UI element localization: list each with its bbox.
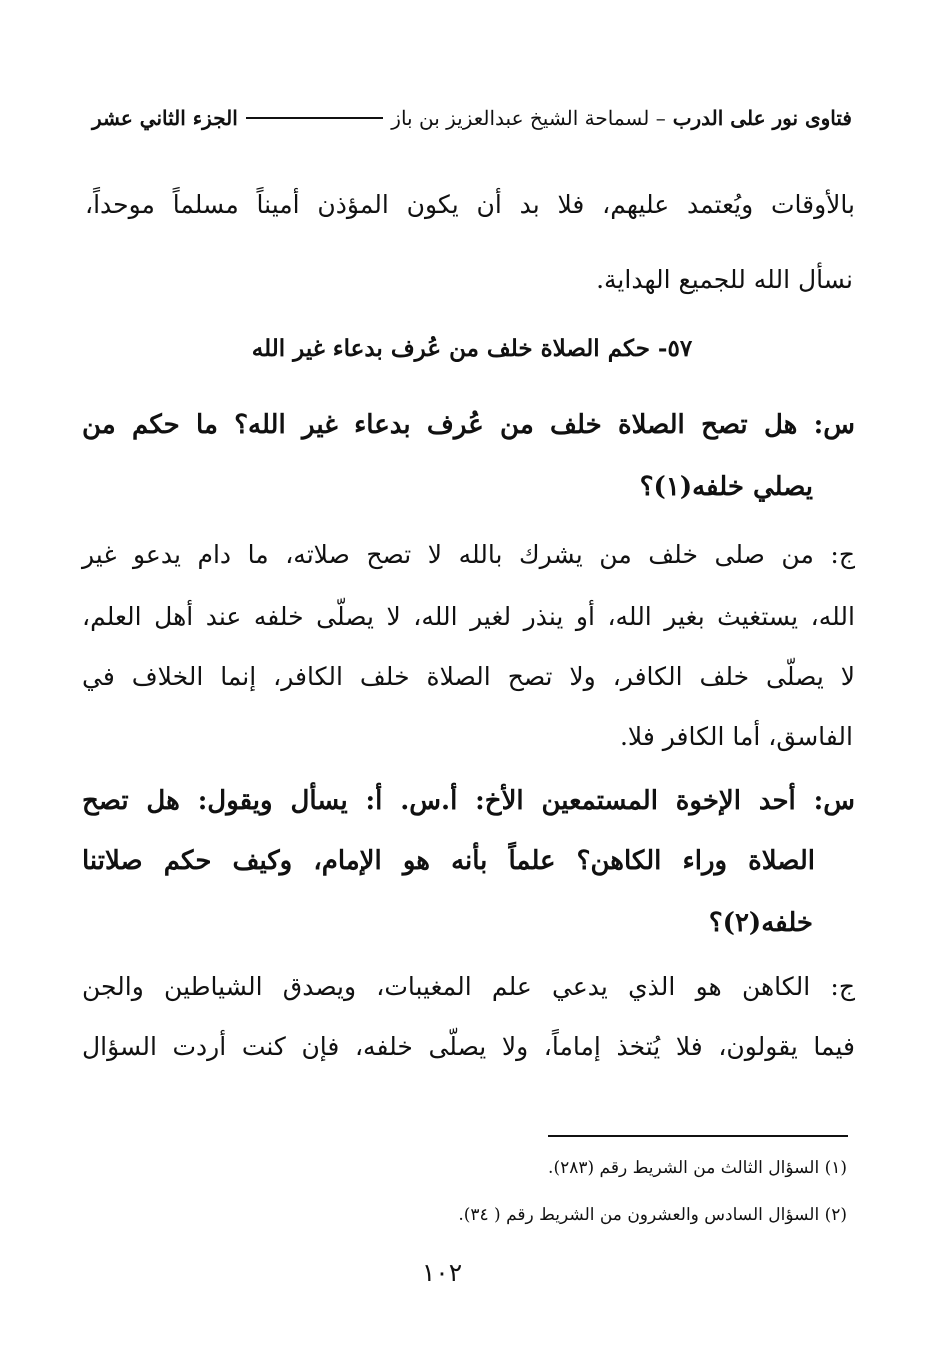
question-2-line-1: س: أحد الإخوة المستمعين الأخ: أ.س. أ: يسأل ويقول: هل تصح — [82, 786, 855, 816]
question-2-line-3: خلفه(٢)؟ — [708, 908, 813, 938]
continued-line-1: بالأوقات ويُعتمد عليهم، فلا بد أن يكون المؤذن أميناً مسلماً موحداً، — [85, 190, 855, 219]
answer-1-line-3: لا يصلّى خلف الكافر، ولا تصح الصلاة خلف الكافر، إنما الخلاف في — [82, 662, 855, 691]
footnote-2: (٢) السؤال السادس والعشرون من الشريط رقم ( ٣٤). — [458, 1205, 847, 1225]
page-number: ١٠٢ — [421, 1258, 463, 1287]
book-title: فتاوى نور على الدرب — [672, 106, 852, 130]
question-1-line-1: س: هل تصح الصلاة خلف من عُرف بدعاء غير الله؟ ما حكم من — [82, 410, 855, 440]
continued-line-2: نسأل الله للجميع الهداية. — [596, 265, 853, 294]
volume-label: الجزء الثاني عشر — [92, 106, 238, 130]
running-header — [92, 100, 852, 136]
question-2-line-2: الصلاة وراء الكاهن؟ علماً بأنه هو الإمام، وكيف حكم صلاتنا — [82, 846, 815, 876]
section-heading: ٥٧- حكم الصلاة خلف من عُرف بدعاء غير الله — [251, 335, 693, 362]
footnote-1: (١) السؤال الثالث من الشريط رقم (٢٨٣). — [548, 1158, 847, 1178]
footnote-separator — [548, 1135, 848, 1137]
question-1-line-2: يصلي خلفه(١)؟ — [639, 472, 813, 502]
answer-1-line-2: الله، يستغيث بغير الله، أو ينذر لغير الله، لا يصلّى خلفه عند أهل العلم، — [82, 602, 855, 631]
author-name: – لسماحة الشيخ عبدالعزيز بن باز — [391, 106, 666, 130]
answer-1-line-4: الفاسق، أما الكافر فلا. — [619, 722, 853, 751]
header-rule — [246, 117, 384, 119]
answer-2-line-1: ج: الكاهن هو الذي يدعي علم المغيبات، ويصدق الشياطين والجن — [82, 972, 855, 1001]
answer-1-line-1: ج: من صلى خلف من يشرك بالله لا تصح صلاته، ما دام يدعو غير — [82, 540, 855, 569]
answer-2-line-2: فيما يقولون، فلا يُتخذ إماماً، ولا يصلّى خلفه، فإن كنت أردت السؤال — [82, 1032, 855, 1061]
